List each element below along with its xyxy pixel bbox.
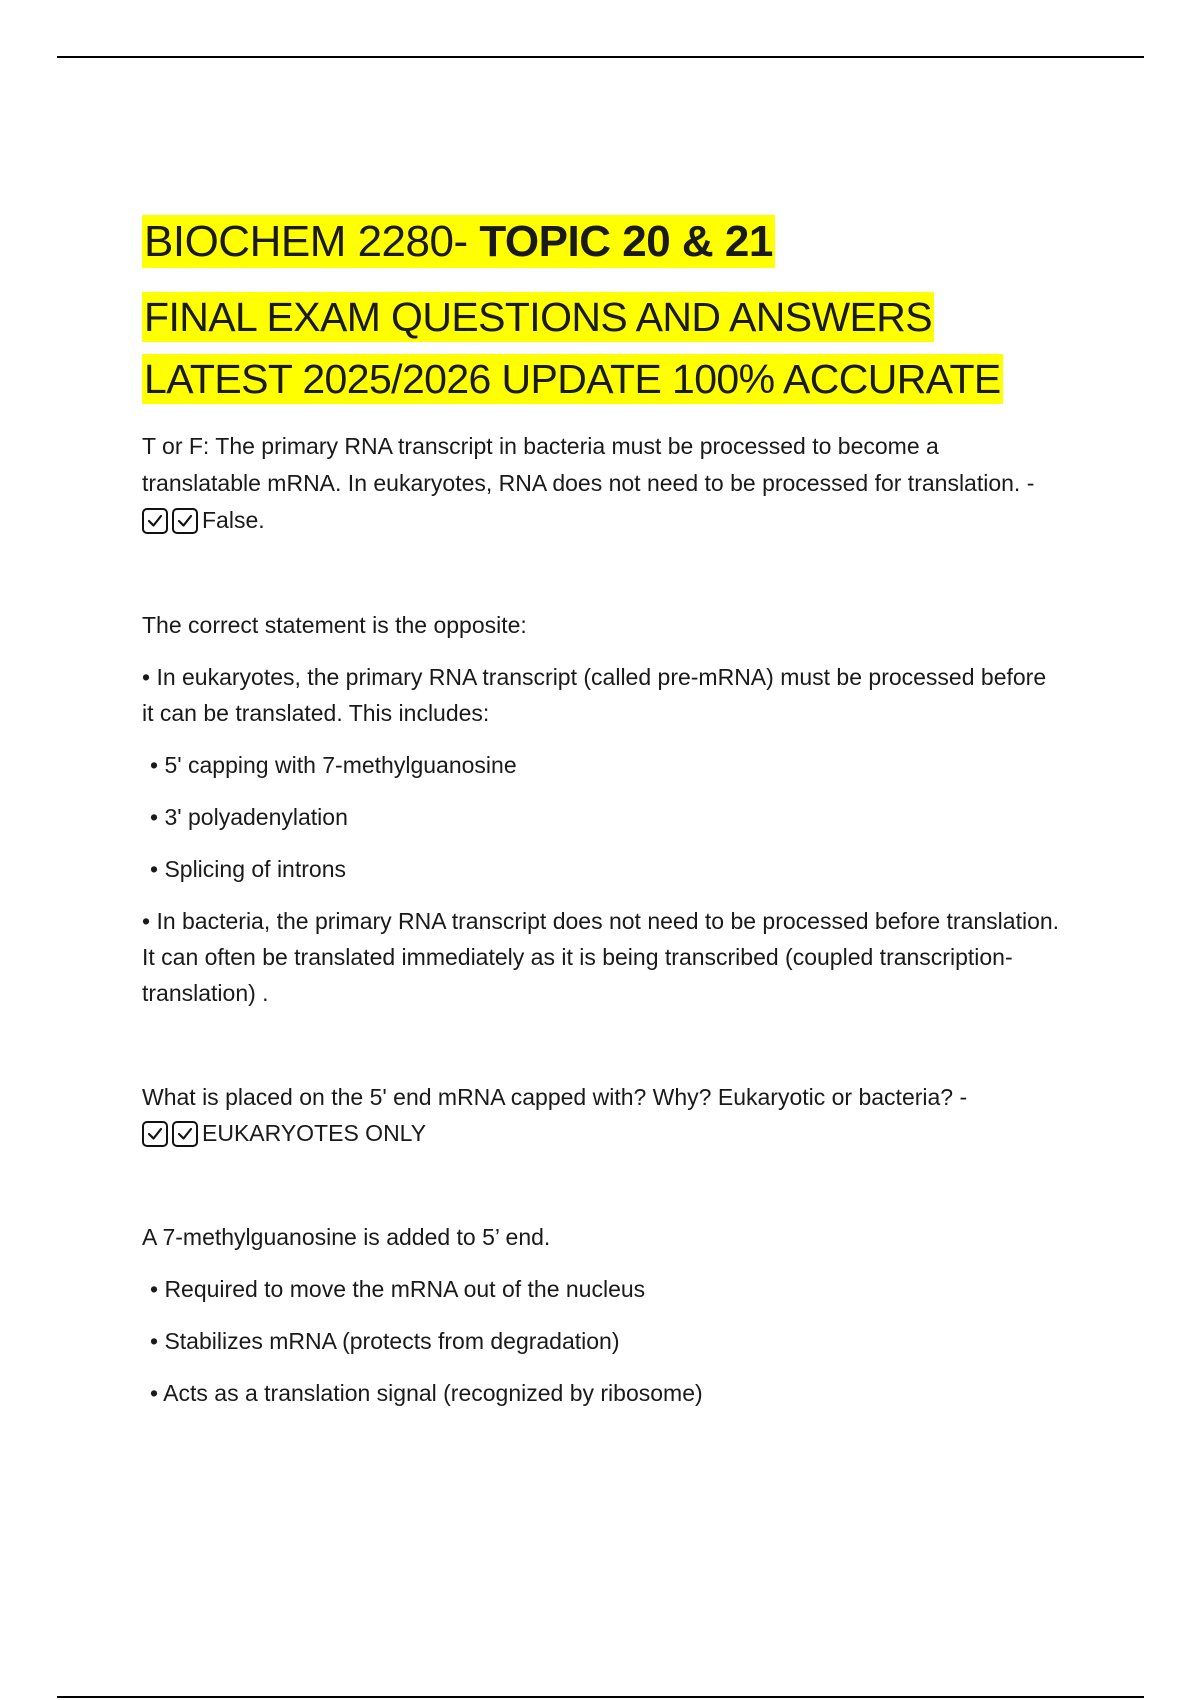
question-1 — [142, 428, 1062, 539]
checkbox-icon — [142, 1121, 168, 1147]
document-body — [142, 212, 1062, 1411]
bullet-bacteria: • In bacteria, the primary RNA transcript does not need to be processed before translation. It can often be translated immediately as it is being transcribed (coupled transcription-translation) . — [142, 908, 1060, 1006]
header-rule — [57, 56, 1144, 58]
subtitle-line-2: LATEST 2025/2026 UPDATE 100% ACCURATE — [144, 356, 1001, 402]
processing-step: • 5' capping with 7-methylguanosine — [150, 752, 517, 778]
checkbox-icon — [142, 508, 168, 534]
question-1-answer: False. — [202, 507, 265, 533]
checkbox-icon — [172, 1121, 198, 1147]
question-2-text: What is placed on the 5' end mRNA capped with? Why? Eukaryotic or bacteria? - — [142, 1084, 968, 1110]
footer-rule — [57, 1696, 1144, 1698]
question-2 — [142, 1079, 1062, 1151]
processing-step: • 3' polyadenylation — [150, 804, 348, 830]
bullet-eukaryotes: • In eukaryotes, the primary RNA transcript (called pre-mRNA) must be processed before it can be translated. This includes: — [142, 664, 1047, 726]
question-2-explanation-intro: A 7-methylguanosine is added to 5’ end. — [142, 1224, 551, 1250]
question-2-answer: EUKARYOTES ONLY — [202, 1120, 427, 1146]
document-title — [142, 212, 1062, 272]
cap-reason: • Acts as a translation signal (recognized by ribosome) — [150, 1380, 703, 1406]
processing-step: • Splicing of introns — [150, 856, 346, 882]
topic-label: TOPIC 20 & 21 — [479, 217, 773, 266]
cap-reason: • Stabilizes mRNA (protects from degradation) — [150, 1328, 620, 1354]
subtitle-line-1: FINAL EXAM QUESTIONS AND ANSWERS — [144, 294, 933, 340]
question-1-explanation-intro: The correct statement is the opposite: — [142, 612, 527, 638]
cap-reason: • Required to move the mRNA out of the nucleus — [150, 1276, 646, 1302]
question-1-text: T or F: The primary RNA transcript in bacteria must be processed to become a translatable mRNA. In eukaryotes, RNA does not need to be processed for translation. - — [142, 433, 1035, 496]
checkbox-icon — [172, 508, 198, 534]
course-code: BIOCHEM 2280- — [144, 217, 480, 266]
document-subtitle — [142, 286, 1062, 410]
